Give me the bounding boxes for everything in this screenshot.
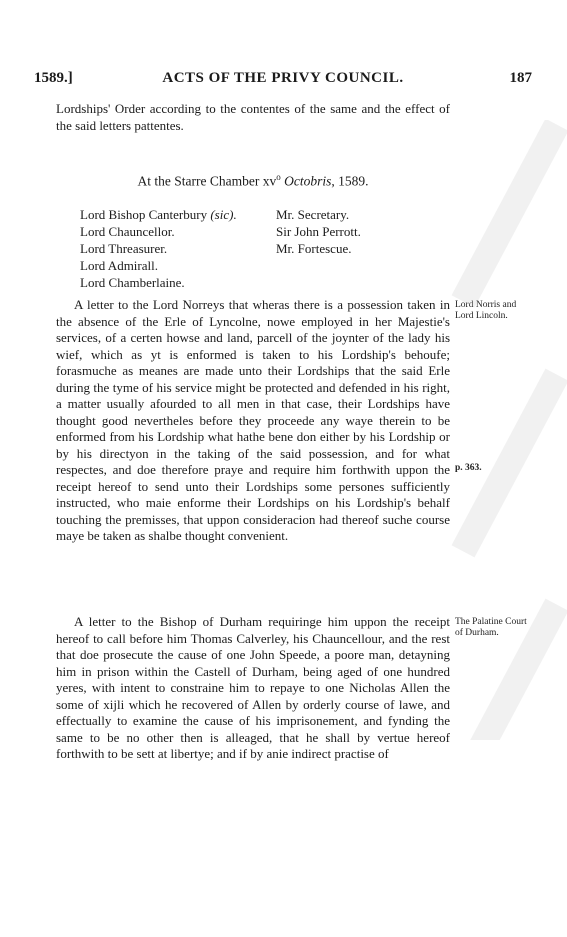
meeting-place: At the Starre Chamber xv bbox=[137, 173, 277, 189]
attendee: Mr. Fortescue. bbox=[276, 241, 352, 256]
attendance-right-column bbox=[276, 206, 456, 257]
margin-note-durham: The Palatine Court of Durham. bbox=[455, 617, 527, 638]
paragraph-norreys bbox=[56, 297, 450, 545]
meeting-heading bbox=[56, 172, 450, 190]
attendee: Lord Chamberlaine. bbox=[80, 275, 185, 290]
running-title: ACTS OF THE PRIVY COUNCIL. bbox=[162, 70, 404, 86]
meeting-day-suffix: o bbox=[276, 172, 281, 182]
paragraph-text: A letter to the Bishop of Durham requiringe him uppon the receipt hereof to call before him Thomas Calverley, his Chauncellour, and the rest that doe prosecute the cause of one John Speede, a poore man, detayning him in prison within the Castell of Durham, being aged of one hundred yeres, with intent to constraine him to repaye to one Nicholas Allen the some of xijli which he recovered of Allen by orderly course of lawe, and effectually to examine the cause of his imprisonement, and fynding the same to be no other then is alleaged, that he shall by vertue hereof forthwith to be sett at libertye; and if by anie indirect practise of bbox=[56, 614, 450, 761]
meeting-month: Octobris bbox=[284, 173, 332, 189]
sic-note: (sic). bbox=[210, 207, 237, 222]
attendee: Lord Chauncellor. bbox=[80, 224, 175, 239]
paragraph-text: A letter to the Lord Norreys that wheras there is a possession taken in the absence of the Erle of Lyncolne, nowe employed in her Majestie's services, of a certen howse and land, parcell of the joynter of the lady his wief, which as yt is enformed is taken to his Lordship's behoufe; forasmuche as meanes are made unto their Lordships that the said Erle during the tyme of his service might be protected and defended in his right, a matter usually afourded to all men in that case, their Lordships have thought good nevertheles before they proceede any waye therein to be enformed from his Lordship what hathe bene don either by his Lordship or by his directyon in the taking of the said possession, and for what respectes, and doe therefore praye and require him forthwith uppon the receipt hereof to send unto their Lordships some persones sufficiently instructed, who maie enforme their Lordships on his Lordship's behalf touching the premisses, that uppon consideracion had thereof suche course maye be taken as shalbe thought convenient. bbox=[56, 297, 450, 543]
meeting-year: , 1589. bbox=[331, 173, 369, 189]
attendee: Lord Bishop Canterbury (sic). bbox=[80, 207, 237, 222]
attendee: Lord Threasurer. bbox=[80, 241, 168, 256]
intro-text: Lordships' Order according to the contentes of the same and the effect of the said letters pattentes. bbox=[56, 101, 450, 133]
attendee: Lord Admirall. bbox=[80, 258, 158, 273]
page-number: 187 bbox=[509, 70, 532, 86]
attendee: Sir John Perrott. bbox=[276, 224, 361, 239]
margin-note-page-ref: p. 363. bbox=[455, 463, 482, 473]
attendee: Mr. Secretary. bbox=[276, 207, 350, 222]
header-year: 1589.] bbox=[34, 70, 73, 86]
paragraph-durham bbox=[56, 614, 450, 763]
intro-paragraph bbox=[56, 101, 450, 134]
attendance-left-column bbox=[80, 206, 280, 291]
margin-note-lincoln: Lord Norris and Lord Lincoln. bbox=[455, 300, 517, 321]
page-header bbox=[34, 70, 532, 92]
